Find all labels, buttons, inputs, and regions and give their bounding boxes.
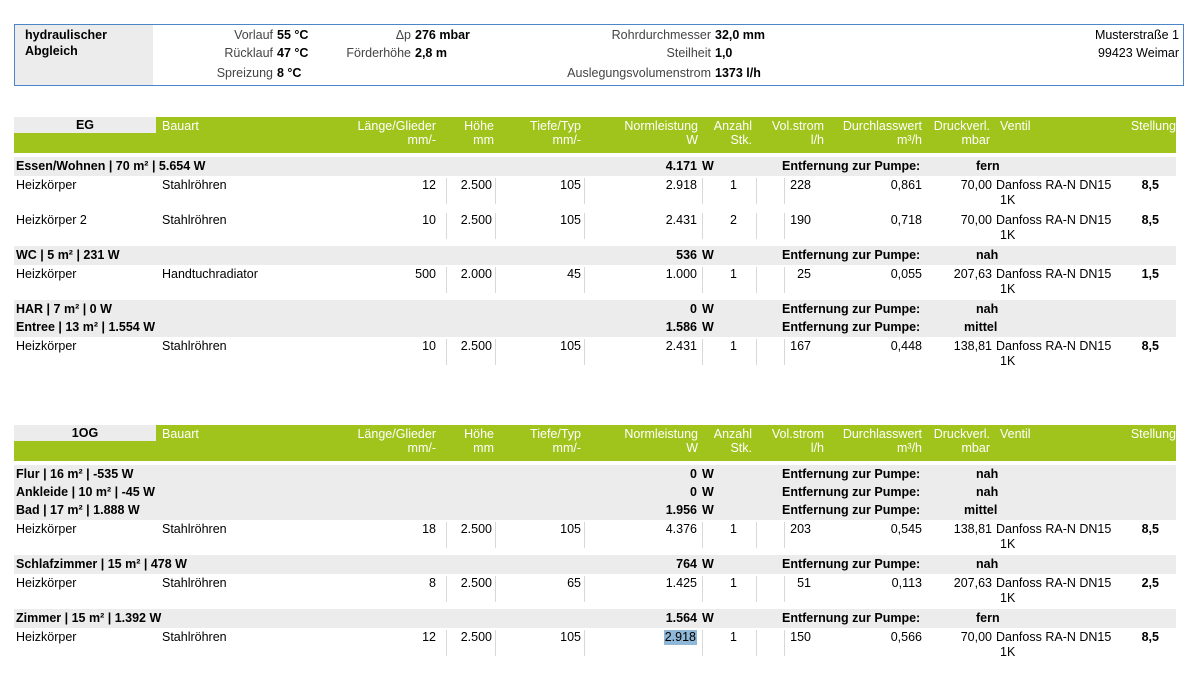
room-power-unit: W	[702, 248, 714, 262]
col-volstrom-line1: Vol.strom	[771, 427, 824, 441]
col-normleistung-line2: W	[686, 133, 698, 147]
pump-distance-label: Entfernung zur Pumpe:	[782, 557, 921, 571]
column-divider	[756, 630, 757, 656]
summary-header	[14, 24, 1184, 86]
pump-distance-value: nah	[976, 302, 999, 316]
column-divider	[495, 339, 496, 365]
radiator-row[interactable]	[14, 176, 1176, 211]
radiator-flow: 190	[790, 213, 811, 227]
room-name: Ankleide | 10 m² | -45 W	[16, 485, 155, 499]
radiator-length: 500	[415, 267, 436, 281]
column-divider	[702, 630, 703, 656]
column-divider	[495, 576, 496, 602]
column-divider	[756, 267, 757, 293]
radiator-kv: 0,545	[890, 522, 922, 536]
column-divider	[446, 213, 447, 239]
ruecklauf-field	[155, 45, 273, 61]
radiator-name: Heizkörper	[16, 267, 77, 281]
title-line-1: hydraulischer	[25, 28, 107, 42]
spreizung-value: 8 °C	[277, 66, 302, 80]
room-power: 0	[690, 302, 697, 316]
column-divider	[784, 267, 785, 293]
radiator-setting: 8,5	[1141, 339, 1159, 353]
radiator-name: Heizkörper	[16, 339, 77, 353]
pump-distance-label: Entfernung zur Pumpe:	[782, 503, 921, 517]
ruecklauf-label: Rücklauf	[224, 46, 273, 60]
volstrom-field	[515, 65, 711, 81]
steilheit-value: 1,0	[715, 46, 733, 60]
col-tiefe-line1: Tiefe/Typ	[530, 427, 581, 441]
pump-distance-value: fern	[976, 159, 1000, 173]
column-divider	[784, 576, 785, 602]
radiator-valve-suffix: 1K	[1000, 228, 1016, 242]
room-power: 1.564	[665, 611, 697, 625]
col-tiefe-line1: Tiefe/Typ	[530, 119, 581, 133]
radiator-valve: Danfoss RA-N DN15	[996, 339, 1112, 353]
radiator-pressure-drop: 207,63	[953, 576, 992, 590]
radiator-depth: 105	[560, 213, 581, 227]
radiator-name: Heizkörper	[16, 178, 77, 192]
radiator-flow: 25	[797, 267, 811, 281]
room-power-unit: W	[702, 467, 714, 481]
room-name: WC | 5 m² | 231 W	[16, 248, 120, 262]
document-title	[15, 25, 153, 85]
room-row	[14, 555, 1176, 574]
column-divider	[784, 178, 785, 204]
radiator-name: Heizkörper	[16, 576, 77, 590]
column-divider	[446, 178, 447, 204]
room-row	[14, 501, 1176, 520]
col-normleistung-line2: W	[686, 441, 698, 455]
radiator-length: 10	[422, 339, 436, 353]
radiator-kv: 0,448	[890, 339, 922, 353]
radiator-name: Heizkörper	[16, 522, 77, 536]
radiator-row[interactable]	[14, 265, 1176, 300]
column-header-bar	[14, 425, 1176, 461]
room-name: Essen/Wohnen | 70 m² | 5.654 W	[16, 159, 206, 173]
radiator-depth: 105	[560, 522, 581, 536]
radiator-depth: 45	[567, 267, 581, 281]
vorlauf-label: Vorlauf	[234, 28, 273, 42]
col-durchlasswert-line2: m³/h	[897, 441, 922, 455]
radiator-row[interactable]	[14, 628, 1176, 663]
steilheit-field	[515, 45, 711, 61]
radiator-row[interactable]	[14, 574, 1176, 609]
room-row	[14, 609, 1176, 628]
radiator-pressure-drop: 138,81	[953, 522, 992, 536]
column-divider	[584, 339, 585, 365]
radiator-valve: Danfoss RA-N DN15	[996, 178, 1112, 192]
radiator-length: 12	[422, 630, 436, 644]
col-durchlasswert-line1: Durchlasswert	[842, 119, 922, 133]
radiator-normleistung[interactable]: 2.431	[665, 339, 697, 353]
col-volstrom-line2: l/h	[810, 441, 824, 455]
steilheit-label: Steilheit	[666, 46, 711, 60]
radiator-normleistung[interactable]: 2.918	[665, 178, 697, 192]
volstrom-label: Auslegungsvolumenstrom	[567, 66, 711, 80]
room-row	[14, 465, 1176, 483]
radiator-valve: Danfoss RA-N DN15	[996, 213, 1112, 227]
room-power: 536	[676, 248, 697, 262]
title-line-2: Abgleich	[25, 44, 78, 58]
col-ventil: Ventil	[1000, 427, 1031, 441]
column-divider	[756, 213, 757, 239]
col-hoehe-line1: Höhe	[464, 427, 494, 441]
room-name: Zimmer | 15 m² | 1.392 W	[16, 611, 162, 625]
room-power-unit: W	[702, 485, 714, 499]
room-row	[14, 157, 1176, 176]
column-divider	[495, 630, 496, 656]
radiator-flow: 203	[790, 522, 811, 536]
radiator-count: 1	[730, 339, 737, 353]
col-hoehe-line2: mm	[473, 441, 494, 455]
radiator-flow: 228	[790, 178, 811, 192]
radiator-valve-suffix: 1K	[1000, 645, 1016, 659]
radiator-setting: 8,5	[1141, 178, 1159, 192]
radiator-height: 2.500	[460, 630, 492, 644]
radiator-count: 1	[730, 630, 737, 644]
col-anzahl-line2: Stk.	[730, 133, 752, 147]
radiator-length: 10	[422, 213, 436, 227]
col-anzahl-line2: Stk.	[730, 441, 752, 455]
radiator-height: 2.500	[460, 339, 492, 353]
room-row	[14, 246, 1176, 265]
vorlauf-value: 55 °C	[277, 28, 309, 42]
room-power: 1.586	[665, 320, 697, 334]
column-divider	[584, 267, 585, 293]
col-anzahl-line1: Anzahl	[713, 427, 752, 441]
pump-distance-value: nah	[976, 485, 999, 499]
rohr-value: 32,0 mm	[715, 28, 766, 42]
column-divider	[756, 339, 757, 365]
radiator-row[interactable]	[14, 520, 1176, 555]
column-divider	[495, 522, 496, 548]
radiator-pressure-drop: 207,63	[953, 267, 992, 281]
column-header-bar	[14, 117, 1176, 153]
dp-field	[315, 27, 411, 43]
pump-distance-label: Entfernung zur Pumpe:	[782, 159, 921, 173]
room-power: 1.956	[665, 503, 697, 517]
radiator-type: Stahlröhren	[162, 630, 227, 644]
column-divider	[756, 522, 757, 548]
floor-section-1og	[14, 425, 1176, 663]
col-stellung: Stellung	[1130, 427, 1176, 441]
vorlauf-field	[155, 27, 273, 43]
spreizung-field	[155, 65, 273, 81]
col-laenge-line1: Länge/Glieder	[357, 427, 436, 441]
room-power: 4.171	[665, 159, 697, 173]
room-name: Bad | 17 m² | 1.888 W	[16, 503, 140, 517]
room-name: Flur | 16 m² | -535 W	[16, 467, 134, 481]
radiator-count: 2	[730, 213, 737, 227]
radiator-normleistung[interactable]: 4.376	[665, 522, 697, 536]
radiator-kv: 0,055	[890, 267, 922, 281]
radiator-type: Stahlröhren	[162, 339, 227, 353]
col-bauart: Bauart	[162, 427, 199, 441]
radiator-count: 1	[730, 576, 737, 590]
col-durchlasswert-line1: Durchlasswert	[842, 427, 922, 441]
radiator-height: 2.500	[460, 213, 492, 227]
column-divider	[584, 213, 585, 239]
column-divider	[702, 339, 703, 365]
radiator-setting: 2,5	[1141, 576, 1159, 590]
radiator-count: 1	[730, 267, 737, 281]
column-divider	[784, 339, 785, 365]
radiator-height: 2.000	[460, 267, 492, 281]
radiator-valve-suffix: 1K	[1000, 193, 1016, 207]
radiator-kv: 0,861	[890, 178, 922, 192]
column-divider	[584, 576, 585, 602]
radiator-valve-suffix: 1K	[1000, 537, 1016, 551]
col-druckverlust-line1: Druckverl.	[933, 427, 990, 441]
pump-distance-value: fern	[976, 611, 1000, 625]
pump-distance-label: Entfernung zur Pumpe:	[782, 467, 921, 481]
address-city: 99423 Weimar	[1097, 46, 1179, 60]
col-druckverlust-line2: mbar	[961, 441, 990, 455]
column-divider	[584, 522, 585, 548]
radiator-normleistung[interactable]: 2.431	[665, 213, 697, 227]
column-divider	[584, 630, 585, 656]
col-stellung: Stellung	[1130, 119, 1176, 133]
volstrom-value: 1373 l/h	[715, 66, 761, 80]
foerderhoehe-value: 2,8 m	[415, 46, 447, 60]
column-divider	[702, 522, 703, 548]
room-row	[14, 300, 1176, 318]
room-power-unit: W	[702, 302, 714, 316]
radiator-valve: Danfoss RA-N DN15	[996, 576, 1112, 590]
column-divider	[702, 267, 703, 293]
radiator-valve-suffix: 1K	[1000, 591, 1016, 605]
pump-distance-value: nah	[976, 248, 999, 262]
radiator-length: 18	[422, 522, 436, 536]
room-name: Schlafzimmer | 15 m² | 478 W	[16, 557, 187, 571]
room-power: 0	[690, 467, 697, 481]
ruecklauf-value: 47 °C	[277, 46, 309, 60]
room-power: 764	[676, 557, 697, 571]
col-hoehe-line2: mm	[473, 133, 494, 147]
radiator-height: 2.500	[460, 178, 492, 192]
col-anzahl-line1: Anzahl	[713, 119, 752, 133]
radiator-height: 2.500	[460, 522, 492, 536]
pump-distance-label: Entfernung zur Pumpe:	[782, 320, 921, 334]
radiator-count: 1	[730, 522, 737, 536]
dp-label: Δp	[395, 28, 411, 42]
pump-distance-value: nah	[976, 467, 999, 481]
pump-distance-label: Entfernung zur Pumpe:	[782, 611, 921, 625]
foerderhoehe-label: Förderhöhe	[346, 46, 411, 60]
room-name: HAR | 7 m² | 0 W	[16, 302, 112, 316]
column-divider	[702, 178, 703, 204]
radiator-valve-suffix: 1K	[1000, 354, 1016, 368]
radiator-setting: 8,5	[1141, 630, 1159, 644]
radiator-kv: 0,566	[890, 630, 922, 644]
column-divider	[446, 576, 447, 602]
floor-label: EG	[14, 117, 156, 133]
column-divider	[446, 267, 447, 293]
pump-distance-label: Entfernung zur Pumpe:	[782, 302, 921, 316]
radiator-pressure-drop: 138,81	[953, 339, 992, 353]
radiator-height: 2.500	[460, 576, 492, 590]
column-divider	[495, 178, 496, 204]
radiator-pressure-drop: 70,00	[960, 178, 992, 192]
radiator-pressure-drop: 70,00	[960, 213, 992, 227]
col-laenge-line1: Länge/Glieder	[357, 119, 436, 133]
col-ventil: Ventil	[1000, 119, 1031, 133]
column-divider	[446, 522, 447, 548]
col-durchlasswert-line2: m³/h	[897, 133, 922, 147]
pump-distance-label: Entfernung zur Pumpe:	[782, 248, 921, 262]
radiator-type: Stahlröhren	[162, 178, 227, 192]
room-name: Entree | 13 m² | 1.554 W	[16, 320, 155, 334]
column-divider	[784, 522, 785, 548]
floor-section-eg	[14, 117, 1176, 372]
col-tiefe-line2: mm/-	[552, 133, 581, 147]
column-divider	[495, 213, 496, 239]
radiator-setting: 1,5	[1141, 267, 1159, 281]
floor-label: 1OG	[14, 425, 156, 441]
radiator-setting: 8,5	[1141, 522, 1159, 536]
col-normleistung-line1: Normleistung	[624, 427, 698, 441]
room-power-unit: W	[702, 320, 714, 334]
column-divider	[784, 213, 785, 239]
spreizung-label: Spreizung	[216, 66, 273, 80]
col-hoehe-line1: Höhe	[464, 119, 494, 133]
radiator-pressure-drop: 70,00	[960, 630, 992, 644]
column-divider	[756, 576, 757, 602]
column-divider	[446, 630, 447, 656]
radiator-type: Handtuchradiator	[162, 267, 258, 281]
radiator-kv: 0,718	[890, 213, 922, 227]
pump-distance-value: mittel	[964, 320, 998, 334]
radiator-length: 12	[422, 178, 436, 192]
radiator-row[interactable]	[14, 337, 1176, 372]
room-row	[14, 318, 1176, 337]
radiator-row[interactable]	[14, 211, 1176, 246]
col-volstrom-line1: Vol.strom	[771, 119, 824, 133]
pump-distance-value: nah	[976, 557, 999, 571]
room-power-unit: W	[702, 557, 714, 571]
col-laenge-line2: mm/-	[407, 441, 436, 455]
col-tiefe-line2: mm/-	[552, 441, 581, 455]
radiator-flow: 51	[797, 576, 811, 590]
radiator-depth: 65	[567, 576, 581, 590]
radiator-count: 1	[730, 178, 737, 192]
radiator-setting: 8,5	[1141, 213, 1159, 227]
dp-value: 276 mbar	[415, 28, 470, 42]
radiator-normleistung[interactable]: 1.425	[665, 576, 697, 590]
radiator-normleistung[interactable]: 2.918	[664, 630, 696, 644]
col-normleistung-line1: Normleistung	[624, 119, 698, 133]
radiator-depth: 105	[560, 630, 581, 644]
col-bauart: Bauart	[162, 119, 199, 133]
column-divider	[446, 339, 447, 365]
room-power-unit: W	[702, 611, 714, 625]
col-laenge-line2: mm/-	[407, 133, 436, 147]
room-power: 0	[690, 485, 697, 499]
radiator-valve: Danfoss RA-N DN15	[996, 630, 1112, 644]
column-divider	[495, 267, 496, 293]
column-divider	[756, 178, 757, 204]
column-divider	[784, 630, 785, 656]
radiator-type: Stahlröhren	[162, 522, 227, 536]
pump-distance-value: mittel	[964, 503, 998, 517]
radiator-type: Stahlröhren	[162, 213, 227, 227]
room-row	[14, 483, 1176, 501]
radiator-flow: 167	[790, 339, 811, 353]
rohr-label: Rohrdurchmesser	[611, 28, 711, 42]
foerderhoehe-field	[315, 45, 411, 61]
pump-distance-label: Entfernung zur Pumpe:	[782, 485, 921, 499]
col-volstrom-line2: l/h	[810, 133, 824, 147]
radiator-depth: 105	[560, 178, 581, 192]
radiator-name: Heizkörper 2	[16, 213, 87, 227]
radiator-flow: 150	[790, 630, 811, 644]
column-divider	[584, 178, 585, 204]
radiator-valve: Danfoss RA-N DN15	[996, 267, 1112, 281]
address-street: Musterstraße 1	[1094, 28, 1179, 42]
room-power-unit: W	[702, 159, 714, 173]
column-divider	[702, 213, 703, 239]
radiator-valve-suffix: 1K	[1000, 282, 1016, 296]
radiator-type: Stahlröhren	[162, 576, 227, 590]
col-druckverlust-line1: Druckverl.	[933, 119, 990, 133]
room-power-unit: W	[702, 503, 714, 517]
rohr-field	[515, 27, 711, 43]
radiator-kv: 0,113	[891, 576, 922, 590]
column-divider	[702, 576, 703, 602]
radiator-length: 8	[429, 576, 436, 590]
radiator-valve: Danfoss RA-N DN15	[996, 522, 1112, 536]
radiator-depth: 105	[560, 339, 581, 353]
col-druckverlust-line2: mbar	[961, 133, 990, 147]
radiator-normleistung[interactable]: 1.000	[665, 267, 697, 281]
radiator-name: Heizkörper	[16, 630, 77, 644]
